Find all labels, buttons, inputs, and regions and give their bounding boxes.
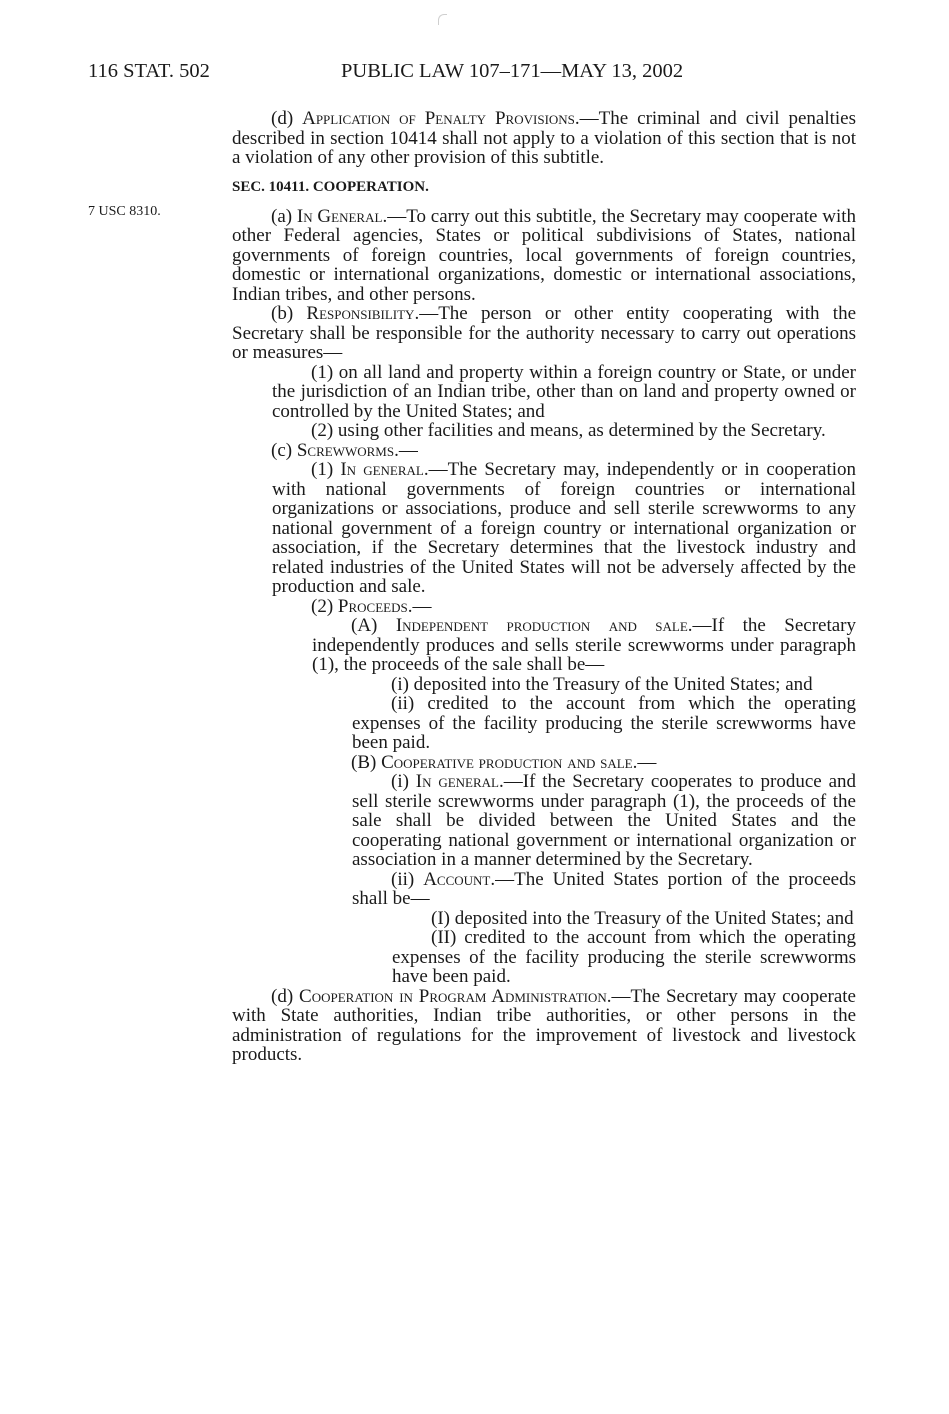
paragraph-b2: (2) using other facilities and means, as determined by the Secretary. [311, 420, 826, 441]
paragraph-b1: (1) on all land and property within a foreign country or State, or under the jurisdiction of an Indian tribe, other than on land and property owned or controlled by the United States; and [272, 361, 856, 422]
paragraph-c1: (1) In general.—The Secretary may, independently or in cooperation with national governments of foreign countries or international organizations or associations, produce and sell sterile screwworms to any national government of a foreign country or international organization or association, if the Secretary determines that the livestock industry and related industries of the United States will not be adversely affected by the production and sale. [272, 459, 857, 597]
section-heading: SEC. 10411. COOPERATION. [232, 178, 429, 195]
paragraph-c2Aii: (ii) credited to the account from which the operating expenses of the facility producing the sterile screwworms have been paid. [352, 693, 856, 753]
page-header [88, 60, 868, 90]
scan-mark [438, 14, 447, 25]
paragraph-c2BiiII: (II) credited to the account from which the operating expenses of the facility producing the sterile screwworms have been paid. [392, 927, 856, 987]
paragraph-b: (b) Responsibility.—The person or other entity cooperating with the Secretary shall be responsible for the authority necessary to carry out operations or measures— [232, 303, 856, 363]
usc-margin-note: 7 USC 8310. [88, 204, 161, 219]
paragraph-c: (c) Screwworms.— [271, 439, 418, 461]
law-title: PUBLIC LAW 107–171—MAY 13, 2002 [341, 60, 684, 82]
stat-citation: 116 STAT. 502 [88, 60, 210, 82]
paragraph-d-penalty: (d) Application of Penalty Provisions.—The criminal and civil penalties described in section 10414 shall not apply to a violation of this section that is not a violation of any other provision of this subtitle. [232, 108, 856, 168]
paragraph-c2B: (B) Cooperative production and sale.— [351, 751, 657, 773]
paragraph-c2BiiI: (I) deposited into the Treasury of the United States; and [431, 907, 854, 929]
paragraph-a: (a) In General.—To carry out this subtitle, the Secretary may cooperate with other Federal agencies, States or political subdivisions of States, national governments of foreign countries, local governments of foreign countries, domestic or international organizations, domestic or international associations, Indian tribes, and other persons. [232, 205, 856, 305]
paragraph-c2Bi: (i) In general.—If the Secretary cooperates to produce and sell sterile screwworms under paragraph (1), the proceeds of the sale shall be divided between the United States and the cooperating national government or international organization or association in a manner determined by the Secretary. [352, 771, 857, 870]
paragraph-c2Ai: (i) deposited into the Treasury of the United States; and [391, 673, 813, 695]
paragraph-c2Bii: (ii) Account.—The United States portion of the proceeds shall be— [352, 868, 856, 909]
paragraph-c2: (2) Proceeds.— [311, 595, 432, 617]
statute-body [232, 109, 856, 1065]
paragraph-d-cooperation: (d) Cooperation in Program Administration.—The Secretary may cooperate with State authorities, Indian tribe authorities, or other persons in the administration of regulations for the improvement of livestock and livestock products. [232, 985, 856, 1065]
paragraph-c2A: (A) Independent production and sale.—If the Secretary independently produces and sells sterile screwworms under paragraph (1), the proceeds of the sale shall be— [312, 615, 856, 675]
